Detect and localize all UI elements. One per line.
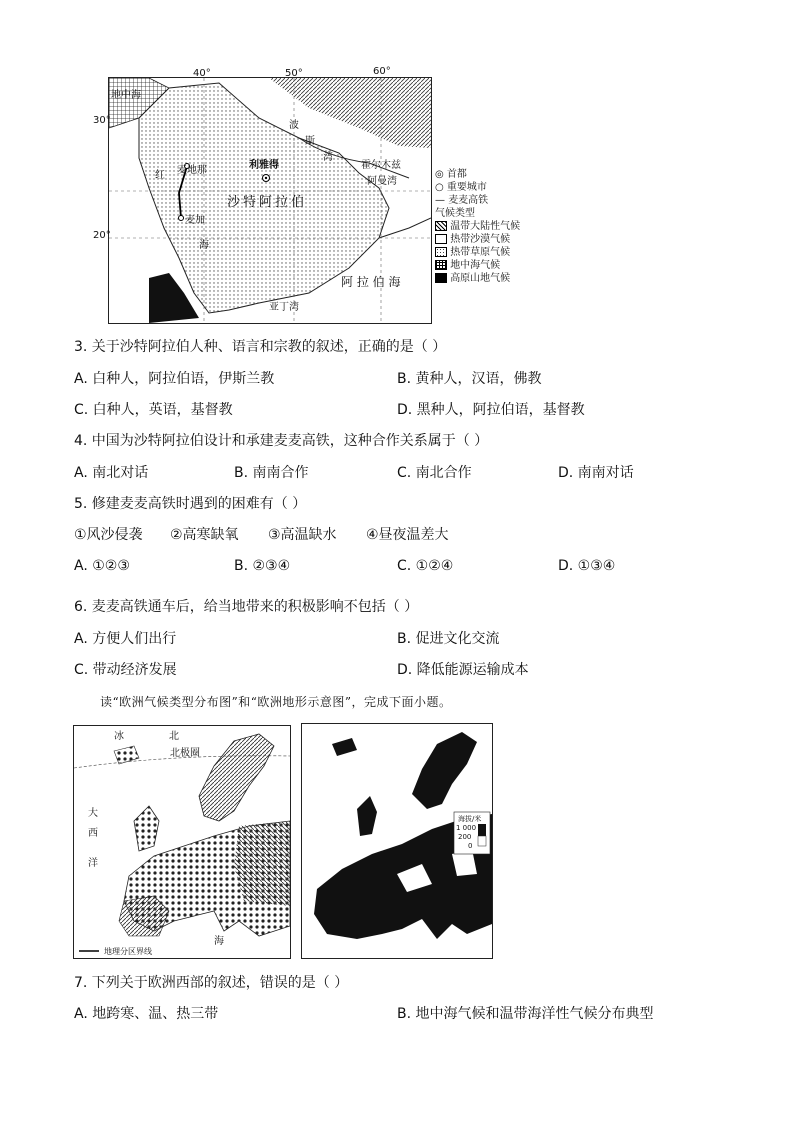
label-aden: 亚丁湾: [269, 302, 299, 313]
legend-c4: 地中海气候: [435, 259, 545, 272]
lat-30: 30°: [93, 115, 111, 126]
legend-c5: 高原山地气候: [435, 272, 545, 285]
q7-option-a[interactable]: A. 地跨寒、温、热三带: [74, 1006, 219, 1022]
label-oman-gulf: 阿曼湾: [367, 176, 397, 187]
label-mediterranean: 地中海: [111, 90, 141, 101]
label-sea: 海: [199, 240, 209, 251]
label-atlantic-3: 洋: [88, 858, 98, 869]
scandinavia-shape: [199, 734, 274, 821]
q4-stem: 4. 中国为沙特阿拉伯设计和承建麦麦高铁，这种合作关系属于（ ）: [74, 433, 489, 449]
label-persian-3: 湾: [323, 152, 333, 163]
label-riyadh: 利雅得: [249, 160, 279, 171]
lon-50: 50°: [285, 68, 303, 79]
terrain-legend-0: 0: [468, 842, 473, 850]
q5-factor-3: ③高温缺水: [268, 527, 337, 543]
label-red-sea: 红: [155, 170, 165, 181]
capital-icon: ◎: [435, 169, 447, 180]
q4-option-d[interactable]: D. 南南对话: [558, 465, 634, 481]
q5-option-b[interactable]: B. ②③④: [234, 558, 291, 574]
label-arabian-sea: 阿 拉 伯 海: [341, 275, 401, 289]
q6-option-d[interactable]: D. 降低能源运输成本: [397, 662, 529, 678]
q6-stem: 6. 麦麦高铁通车后，给当地带来的积极影响不包括（ ）: [74, 599, 419, 615]
terrain-legend-1000: 1 000: [456, 824, 477, 832]
label-medina: 麦地那: [177, 165, 207, 176]
legend-c2: 热带沙漠气候: [435, 233, 545, 246]
label-north: 北: [169, 731, 179, 742]
q5-option-c[interactable]: C. ①②④: [397, 558, 454, 574]
q6-option-b[interactable]: B. 促进文化交流: [397, 631, 500, 647]
terrain-scandinavia: [412, 732, 477, 809]
q5-option-a[interactable]: A. ①②③: [74, 558, 130, 574]
saudi-map-svg: [109, 78, 431, 323]
europe-climate-map: [73, 725, 291, 959]
label-hormuz: 霍尔木兹: [361, 160, 401, 171]
q4-option-c[interactable]: C. 南北合作: [397, 465, 472, 481]
q7-stem: 7. 下列关于欧洲西部的叙述，错误的是（ ）: [74, 975, 349, 991]
terrain-legend-200: 200: [458, 833, 472, 841]
q4-option-b[interactable]: B. 南南合作: [234, 465, 309, 481]
label-mecca: 麦加: [185, 215, 205, 226]
q6-option-a[interactable]: A. 方便人们出行: [74, 631, 177, 647]
label-legend: 地理分区界线: [104, 947, 152, 956]
terrain-legend-title: 海拔/米: [458, 815, 482, 823]
legend-c1: 温带大陆性气候: [435, 220, 545, 233]
lat-20: 20°: [93, 230, 111, 241]
legend-c3: 热带草原气候: [435, 246, 545, 259]
q4-option-a[interactable]: A. 南北对话: [74, 465, 149, 481]
legend-climate-title: 气候类型: [435, 208, 475, 219]
q3-stem: 3. 关于沙特阿拉伯人种、语言和宗教的叙述，正确的是（ ）: [74, 339, 447, 355]
europe-terrain-map: [301, 723, 493, 959]
q5-factor-1: ①风沙侵袭: [74, 527, 143, 543]
q3-option-a[interactable]: A. 白种人，阿拉伯语，伊斯兰教: [74, 371, 275, 387]
legend-railway: — 麦麦高铁: [435, 195, 489, 206]
saudi-map-legend: [435, 168, 545, 285]
q5-factor-4: ④昼夜温差大: [366, 527, 449, 543]
intro-text: 读“欧洲气候类型分布图”和“欧洲地形示意图”，完成下面小题。: [100, 695, 452, 709]
label-ice: 冰: [114, 731, 124, 742]
lon-40: 40°: [193, 68, 211, 79]
britain-shape: [134, 806, 159, 851]
city-icon: ○: [435, 182, 447, 193]
label-persian-1: 波: [289, 120, 299, 131]
europe-climate-svg: [74, 726, 290, 958]
q3-option-b[interactable]: B. 黄种人，汉语，佛教: [397, 371, 542, 387]
label-atlantic-1: 大: [88, 808, 98, 819]
q7-option-b[interactable]: B. 地中海气候和温带海洋性气候分布典型: [397, 1006, 654, 1022]
legend-city: ○ 重要城市: [435, 182, 487, 193]
label-sea: 海: [214, 936, 224, 947]
q6-option-c[interactable]: C. 带动经济发展: [74, 662, 177, 678]
label-arctic: 北极圈: [170, 748, 200, 759]
q5-option-d[interactable]: D. ①③④: [558, 558, 616, 574]
label-saudi: 沙特阿拉伯: [227, 195, 308, 210]
label-persian-2: 斯: [305, 136, 315, 147]
lon-60: 60°: [373, 66, 391, 77]
legend-capital: ◎ 首都: [435, 169, 467, 180]
railway-icon: —: [435, 195, 449, 206]
saudi-arabia-map: [108, 77, 432, 324]
q5-stem: 5. 修建麦麦高铁时遇到的困难有（ ）: [74, 496, 307, 512]
q5-factor-2: ②高寒缺氧: [170, 527, 239, 543]
q3-option-c[interactable]: C. 白种人，英语，基督教: [74, 402, 233, 418]
q3-option-d[interactable]: D. 黑种人，阿拉伯语，基督教: [397, 402, 585, 418]
europe-terrain-svg: [302, 724, 492, 958]
label-atlantic-2: 西: [88, 828, 98, 839]
